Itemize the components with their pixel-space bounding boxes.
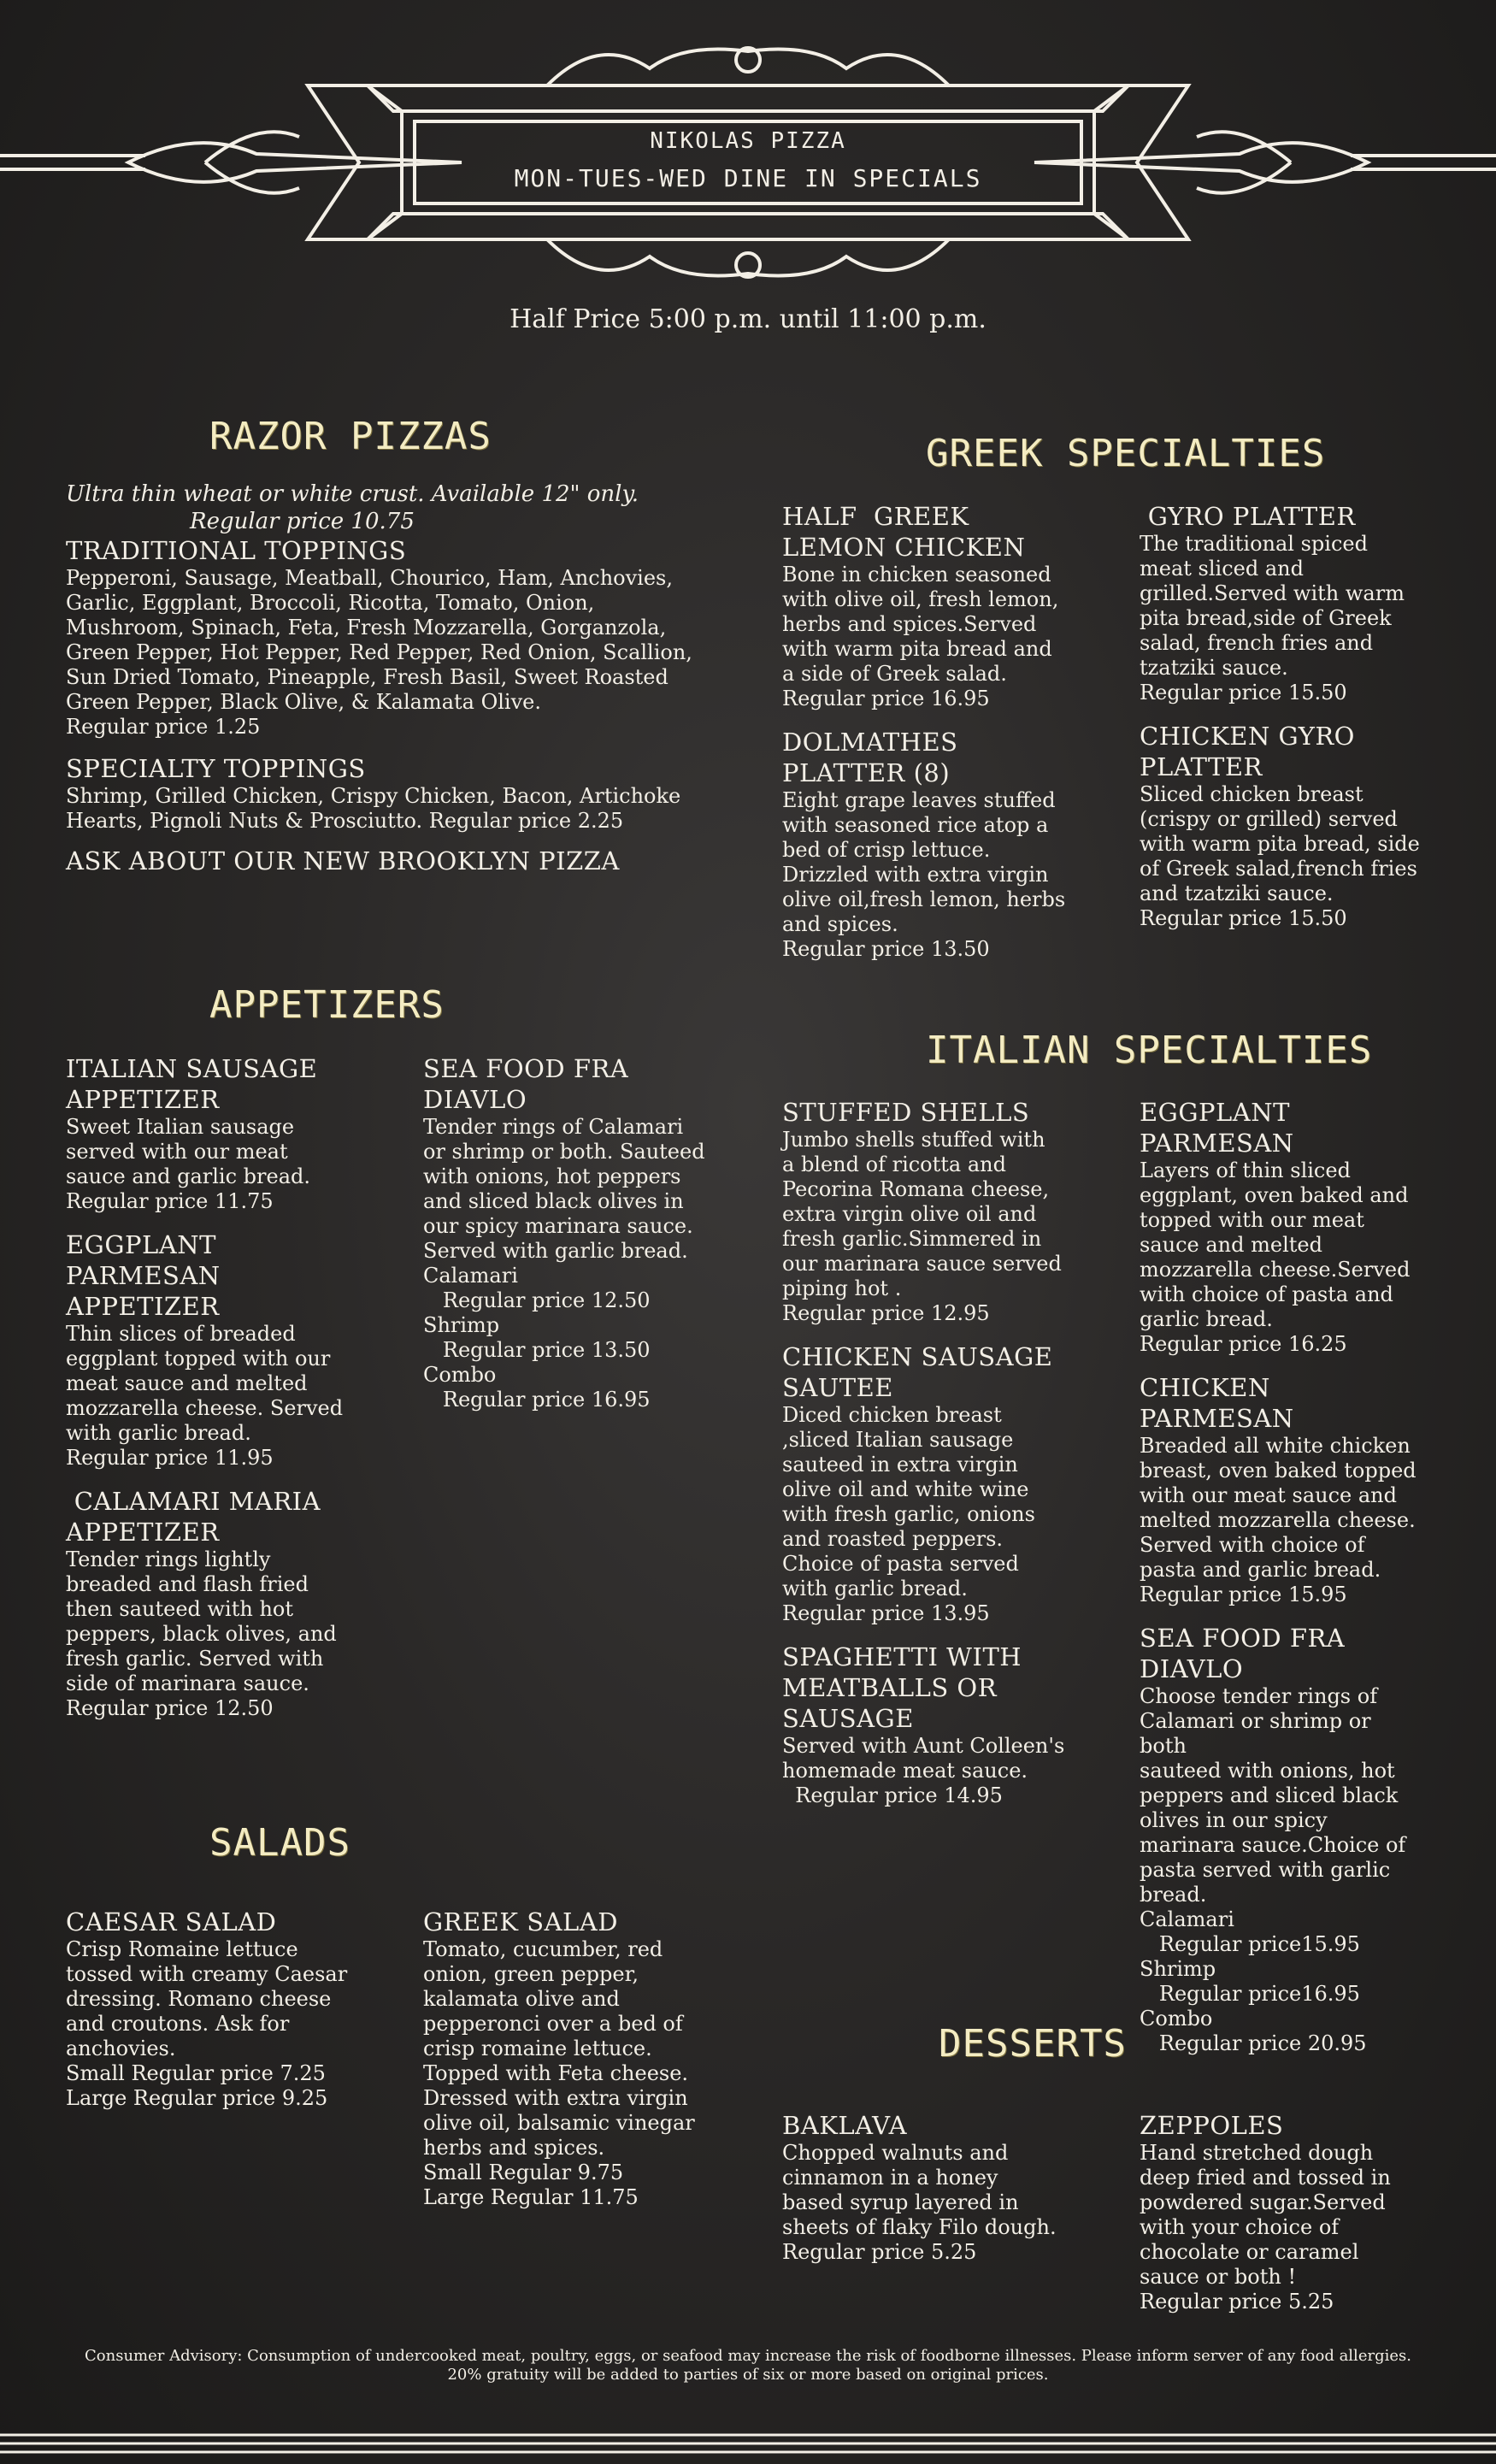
menu-item — [1140, 2110, 1481, 2314]
menu-item — [782, 501, 1124, 711]
desserts-right-column — [1140, 2110, 1481, 2330]
menu-item-name: GREEK SALAD — [423, 1907, 618, 1936]
greek-specialties-title: GREEK SPECIALTIES — [926, 432, 1326, 475]
menu-item-desc: Tender rings of Calamari or shrimp or both. Sauteed with onions, hot peppers and sliced black olives in our spicy marinara sauce. Served with garlic bread. Calamari Regular price 12.50 Shrimp Regular price 13.50 Combo Regular price 16.95 — [423, 1115, 705, 1412]
menu-item — [423, 1907, 748, 2210]
desserts-title: DESSERTS — [939, 2022, 1127, 2066]
header-ornament — [0, 26, 1496, 282]
specials-subtitle: MON-TUES-WED DINE IN SPECIALS — [514, 164, 982, 192]
menu-item — [782, 1642, 1124, 1808]
greek-right-column — [1140, 501, 1481, 946]
menu-item-desc: Chopped walnuts and cinnamon in a honey based syrup layered in sheets of flaky Filo dough. Regular price 5.25 — [782, 2141, 1057, 2264]
menu-item-name: ZEPPOLES — [1140, 2111, 1284, 2140]
menu-item — [423, 1053, 748, 1412]
menu-item — [1140, 501, 1481, 705]
menu-item-name: HALF GREEK LEMON CHICKEN — [782, 502, 1026, 562]
menu-item — [782, 727, 1124, 962]
menu-item — [1140, 1097, 1481, 1357]
menu-item-desc: Sweet Italian sausage served with our meat sauce and garlic bread. Regular price 11.75 — [66, 1115, 311, 1213]
menu-item-name: SEA FOOD FRA DIAVLO — [1140, 1624, 1346, 1683]
appetizers-title: APPETIZERS — [209, 983, 445, 1027]
menu-item-desc: Served with Aunt Colleen's homemade meat sauce. Regular price 14.95 — [782, 1734, 1065, 1807]
menu-item-name: STUFFED SHELLS — [782, 1098, 1030, 1127]
menu-item-name: CHICKEN SAUSAGE SAUTEE — [782, 1342, 1053, 1402]
menu-item-name: SEA FOOD FRA DIAVLO — [423, 1054, 629, 1114]
menu-item-desc: Eight grape leaves stuffed with seasoned rice atop a bed of crisp lettuce. Drizzled with extra virgin olive oil,fresh lemon, herbs and spices. Regular price 13.50 — [782, 788, 1066, 961]
menu-item-name: EGGPLANT PARMESAN — [1140, 1098, 1294, 1158]
menu-item-desc: Bone in chicken seasoned with olive oil, fresh lemon, herbs and spices.Served with warm pita bread and a side of Greek salad. Regular price 16.95 — [782, 563, 1059, 710]
menu-item-desc: Crisp Romaine lettuce tossed with creamy Caesar dressing. Romano cheese and croutons. Ask for anchovies. Small Regular price 7.25 Large Regular price 9.25 — [66, 1937, 348, 2110]
salads-title: SALADS — [209, 1821, 350, 1865]
footer — [51, 2347, 1445, 2384]
menu-item-desc: Tomato, cucumber, red onion, green pepper, kalamata olive and pepperonci over a bed of crisp romaine lettuce. Topped with Feta cheese. Dressed with extra virgin olive oil, balsamic vinegar herbs and spices. Small Regular 9.75 Large Regular 11.75 — [423, 1937, 695, 2209]
menu-item — [1140, 1623, 1481, 2056]
desserts-left-column — [782, 2110, 1124, 2280]
menu-item — [66, 1229, 408, 1471]
menu-item — [66, 1907, 408, 2111]
razor-pizzas-title: RAZOR PIZZAS — [209, 415, 492, 458]
menu-item — [782, 2110, 1124, 2265]
menu-item — [782, 1341, 1124, 1626]
menu-item-desc: The traditional spiced meat sliced and grilled.Served with warm pita bread,side of Greek salad, french fries and tzatziki sauce. Regular price 15.50 — [1140, 532, 1405, 704]
menu-item-name: CHICKEN PARMESAN — [1140, 1373, 1294, 1433]
menu-item-desc: Diced chicken breast ,sliced Italian sausage sauteed in extra virgin olive oil and white wine with fresh garlic, onions and roasted peppers. Choice of pasta served with garlic bread. Regular price 13.95 — [782, 1403, 1035, 1625]
menu-item-name: CHICKEN GYRO PLATTER — [1140, 722, 1355, 781]
italian-specialties-title: ITALIAN SPECIALTIES — [926, 1029, 1373, 1072]
italian-left-column — [782, 1097, 1124, 1824]
menu-item-desc: Layers of thin sliced eggplant, oven baked and topped with our meat sauce and melted mozzarella cheese.Served with choice of pasta and garlic bread. Regular price 16.25 — [1140, 1158, 1411, 1356]
menu-item-desc: Jumbo shells stuffed with a blend of ricotta and Pecorina Romana cheese, extra virgin olive oil and fresh garlic.Simmered in our marinara sauce served piping hot . Regular price 12.95 — [782, 1128, 1062, 1325]
menu-item-desc: Sliced chicken breast (crispy or grilled) served with warm pita bread, side of Greek salad,french fries and tzatziki sauce. Regular price 15.50 — [1140, 782, 1420, 930]
half-price-note: Half Price 5:00 p.m. until 11:00 p.m. — [509, 304, 987, 334]
menu-item — [1140, 1372, 1481, 1607]
consumer-advisory: Consumer Advisory: Consumption of undercooked meat, poultry, eggs, or seafood may increase the risk of foodborne illnesses. Please inform server of any food allergies. — [85, 2347, 1411, 2365]
appetizers-right-column — [423, 1053, 748, 1428]
footer-divider — [0, 2428, 1496, 2462]
menu-item-desc: Hand stretched dough deep fried and tossed in powdered sugar.Served with your choice of chocolate or caramel sauce or both ! Regular price 5.25 — [1140, 2141, 1391, 2314]
menu-item — [782, 1097, 1124, 1326]
menu-item-name: ITALIAN SAUSAGE APPETIZER — [66, 1054, 318, 1114]
razor-pizzas-section — [66, 480, 733, 876]
salads-left-column — [66, 1907, 408, 2126]
greek-left-column — [782, 501, 1124, 977]
menu-item-desc: Breaded all white chicken breast, oven baked topped with our meat sauce and melted mozzarella cheese. Served with choice of pasta and garlic bread. Regular price 15.95 — [1140, 1434, 1416, 1606]
menu-item-desc: Choose tender rings of Calamari or shrimp or both sauteed with onions, hot peppers and sliced black olives in our spicy marinara sauce.Choice of pasta served with garlic bread. Calamari Regular price15.95 Shrimp Regular price16.95 Combo Regular price 20.95 — [1140, 1684, 1406, 2055]
menu-item-name: CALAMARI MARIA APPETIZER — [66, 1487, 321, 1547]
menu-item-name: DOLMATHES PLATTER (8) — [782, 728, 958, 787]
specialty-toppings-desc: Shrimp, Grilled Chicken, Crispy Chicken, Bacon, Artichoke Hearts, Pignoli Nuts & Prosciutto. Regular price 2.25 — [66, 784, 681, 833]
menu-item-name: SPAGHETTI WITH MEATBALLS OR SAUSAGE — [782, 1642, 1022, 1733]
menu-item-name: CAESAR SALAD — [66, 1907, 277, 1936]
salads-right-column — [423, 1907, 748, 2225]
menu-item — [66, 1053, 408, 1214]
traditional-toppings-desc: Pepperoni, Sausage, Meatball, Chourico, Ham, Anchovies, Garlic, Eggplant, Broccoli, Ricotta, Tomato, Onion, Mushroom, Spinach, Feta, Fresh Mozzarella, Gorganzola, Green Pepper, Hot Pepper, Red Pepper, Red Onion, Scallion, Sun Dried Tomato, Pineapple, Fresh Basil, Sweet Roasted Green Pepper, Black Olive, & Kalamata Olive. Regular price 1.25 — [66, 566, 692, 739]
menu-item-name: GYRO PLATTER — [1140, 502, 1356, 531]
razor-intro: Ultra thin wheat or white crust. Available 12" only. — [66, 481, 639, 507]
menu-item-desc: Thin slices of breaded eggplant topped with our meat sauce and melted mozzarella cheese. Served with garlic bread. Regular price 11.95 — [66, 1322, 344, 1470]
menu-item-name: BAKLAVA — [782, 2111, 908, 2140]
menu-item — [1140, 721, 1481, 931]
traditional-toppings-heading: TRADITIONAL TOPPINGS — [66, 536, 407, 565]
razor-intro-price: Regular price 10.75 — [190, 509, 415, 534]
appetizers-left-column — [66, 1053, 408, 1736]
menu-item — [66, 1486, 408, 1721]
restaurant-name: NIKOLAS PIZZA — [650, 128, 846, 154]
gratuity-note: 20% gratuity will be added to parties of six or more based on original prices. — [447, 2366, 1049, 2384]
menu-item-desc: Tender rings lightly breaded and flash fried then sauteed with hot peppers, black olives, and fresh garlic. Served with side of marinara sauce. Regular price 12.50 — [66, 1547, 337, 1720]
italian-right-column — [1140, 1097, 1481, 2072]
menu-item-name: EGGPLANT PARMESAN APPETIZER — [66, 1230, 221, 1321]
specialty-toppings-heading: SPECIALTY TOPPINGS — [66, 754, 366, 783]
brooklyn-pizza-note: ASK ABOUT OUR NEW BROOKLYN PIZZA — [66, 846, 620, 875]
